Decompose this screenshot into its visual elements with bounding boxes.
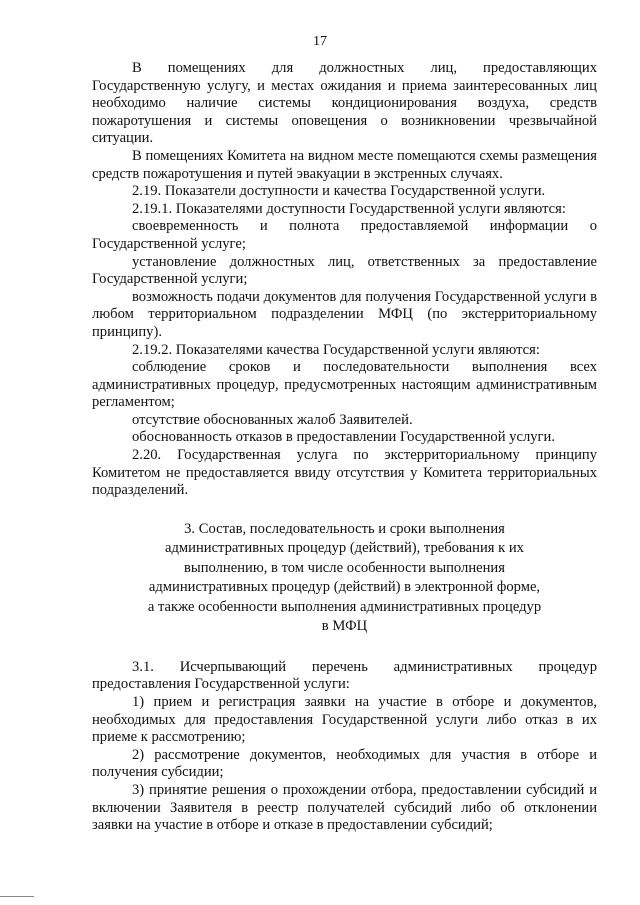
heading-line: административных процедур (действий) в электронной форме, <box>148 579 541 596</box>
paragraph-2-19-1: 2.19.1. Показателями доступности Государственной услуги являются: <box>132 200 566 217</box>
heading-line: административных процедур (действий), требования к их <box>165 540 524 557</box>
heading-line: в МФЦ <box>321 618 368 635</box>
heading-line: 3. Состав, последовательность и сроки выполнения <box>184 520 505 537</box>
paragraph-2-19: 2.19. Показатели доступности и качества Государственной услуги. <box>132 183 546 200</box>
paragraph-3-1: 3.1. Исчерпывающий перечень административных процедур предоставления Государственной услуги: <box>92 658 597 693</box>
footer-line <box>0 896 34 897</box>
paragraph-responsible-officials: установление должностных лиц, ответственных за предоставление Государственной услуги; <box>92 253 597 288</box>
list-item-1: 1) прием и регистрация заявки на участие в отборе и документов, необходимых для предоставления Государственной услуги либо отказ в их приеме к рассмотрению; <box>92 694 597 746</box>
list-item-3: 3) принятие решения о прохождении отбора, предоставлении субсидий и включении Заявителя в реестр получателей субсидий либо об отклонении заявки на участие в отборе и отказе в предоставлении субсидий; <box>92 782 597 834</box>
paragraph-submission-possibility: возможность подачи документов для получения Государственной услуги в любом территориальном подразделении МФЦ (по экстерриториальному принципу). <box>92 288 597 340</box>
heading-line: а также особенности выполнения административных процедур <box>147 598 542 615</box>
section-3-heading <box>92 520 597 637</box>
paragraph-2-19-2: 2.19.2. Показателями качества Государственной услуги являются: <box>132 341 540 358</box>
paragraph-2-20: 2.20. Государственная услуга по экстерриториальному принципу Комитетом не предоставляется ввиду отсутствия у Комитета территориальных подразделений. <box>92 447 597 499</box>
paragraph-premises-equipment: В помещениях для должностных лиц, предоставляющих Государственную услугу, и местах ожидания и приема заинтересованных лиц необходимо наличие системы кондиционирования воздуха, средств пожаротушения и системы оповещения о возникновении чрезвычайной ситуации. <box>92 60 597 147</box>
paragraph-evacuation-schemes: В помещениях Комитета на видном месте помещаются схемы размещения средств пожаротушения и путей эвакуации в экстренных случаях. <box>92 147 597 182</box>
list-item-2: 2) рассмотрение документов, необходимых для участия в отборе и получения субсидии; <box>92 746 597 781</box>
paragraph-no-complaints: отсутствие обоснованных жалоб Заявителей. <box>132 411 413 428</box>
page-number: 17 <box>313 34 327 49</box>
paragraph-compliance: соблюдение сроков и последовательности выполнения всех административных процедур, предусмотренных настоящим административным регламентом; <box>92 359 597 411</box>
heading-line: выполнению, в том числе особенности выполнения <box>184 559 505 576</box>
document-body <box>92 60 597 835</box>
paragraph-justified-refusals: обоснованность отказов в предоставлении Государственной услуги. <box>132 429 555 446</box>
paragraph-timeliness: своевременность и полнота предоставляемой информации о Государственной услуге; <box>92 218 597 252</box>
